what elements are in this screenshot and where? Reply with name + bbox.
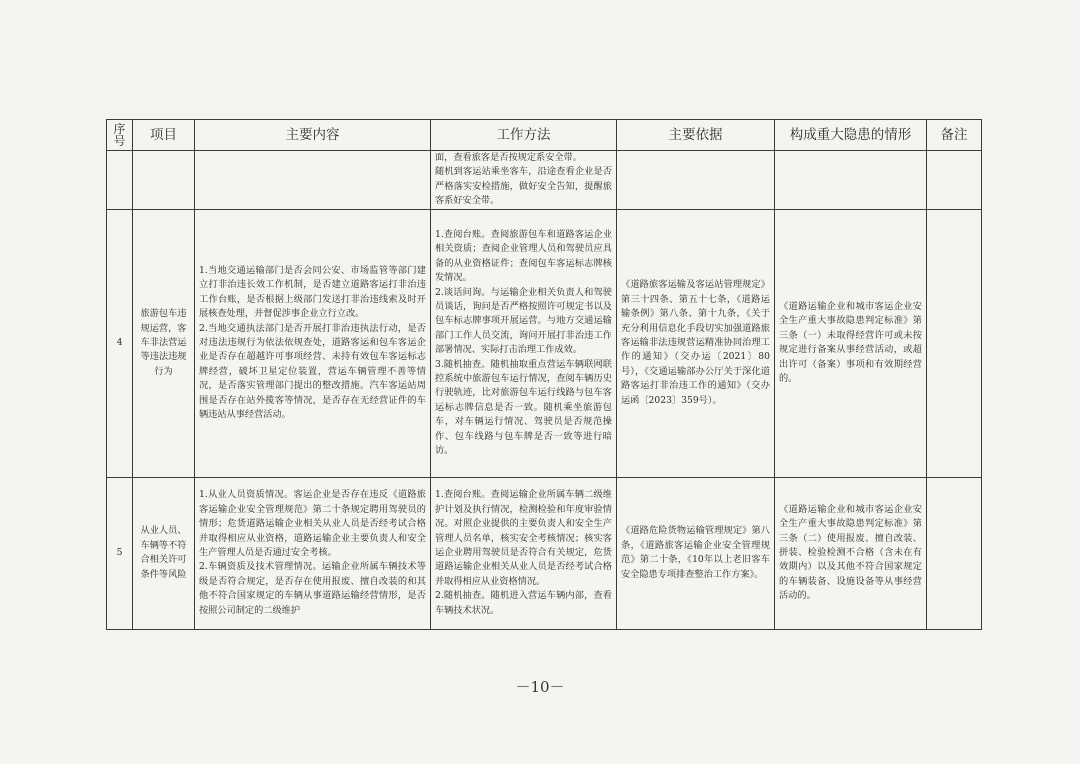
header-basis: 主要依据: [617, 120, 775, 151]
row-method: 1.查阅台账。查阅运输企业所属车辆二级维护计划及执行情况，检测检验和年度审验情况。对照企业提供的主要负责人和安全生产管理人员名单，核实安全考核情况；核实客运企业聘用驾驶员是否符合有关规定，危货道路运输企业相关从业人员是否经考试合格并取得相应从业资格情况。 2.随机抽查。随机进入营运车辆内部，查看车辆技术状况。: [431, 477, 617, 629]
row-method: 面，查看旅客是否按规定系安全带。 随机到客运站乘坐客车，沿途查看企业是否严格落实安检措施，做好安全告知，提醒旅客系好安全带。: [431, 151, 617, 210]
row-hazard: 《道路运输企业和城市客运企业安全生产重大事故隐患判定标准》第三条（二）使用报废、擅自改装、拼装、检验检测不合格（含未在有效期内）以及其他不符合国家规定的车辆装备、设施设备等从事经营活动的。: [775, 477, 927, 629]
header-method: 工作方法: [431, 120, 617, 151]
row-remark: [927, 477, 982, 629]
table-row: [107, 477, 982, 629]
table-row: [107, 209, 982, 477]
row-no: 5: [107, 477, 133, 629]
header-no: 序 号: [107, 120, 133, 151]
header-hazard: 构成重大隐患的情形: [775, 120, 927, 151]
row-remark: [927, 151, 982, 210]
header-content: 主要内容: [195, 120, 431, 151]
row-hazard: 《道路运输企业和城市客运企业安全生产重大事故隐患判定标准》第三条（一）未取得经营许可或未按规定进行备案从事经营活动，或超出许可（备案）事项和有效期经营的。: [775, 209, 927, 477]
header-item: 项目: [133, 120, 195, 151]
row-method: 1.查阅台账。查阅旅游包车和道路客运企业相关资质；查阅企业管理人员和驾驶员应具备的从业资格证件；查阅包车客运标志牌核发情况。 2.谈话问询。与运输企业相关负责人和驾驶员谈话，询问是否严格按照许可规定书以及包车标志牌事项开展运营。与地方交通运输部门工作人员交流，询问开展打非治违工作部署情况、实际打击治理工作成效。 3.随机抽查。随机抽取重点营运车辆联网联控系统中旅游包车运行情况，查阅车辆历史行驶轨迹，比对旅游包车运行线路与包车客运标志牌信息是否一致。随机乘坐旅游包车，对车辆运行情况、驾驶员是否规范操作、包车线路与包车牌是否一致等进行暗访。: [431, 209, 617, 477]
row-item: 从业人员、车辆等不符合相关许可条件等风险: [133, 477, 195, 629]
row-basis: 《道路旅客运输及客运站管理规定》第三十四条、第五十七条，《道路运输条例》第八条、第十九条，《关于充分利用信息化手段切实加强道路旅客运输非法违规营运精准协同治理工作的通知》（交办运〔2021〕80号），《交通运输部办公厅关于深化道路客运打非治违工作的通知》（交办运函〔2023〕359号）。: [617, 209, 775, 477]
page-number: －10－: [515, 678, 565, 696]
table-header-row: [107, 120, 982, 151]
row-item: 旅游包车违规运营，客车非法营运等违法违规行为: [133, 209, 195, 477]
inspection-table: [106, 119, 982, 630]
row-content: 1.从业人员资质情况。客运企业是否存在违反《道路旅客运输企业安全管理规范》第二十条规定聘用驾驶员的情形；危货道路运输企业相关从业人员是否经考试合格并取得相应从业资格，道路运输企业主要负责人和安全生产管理人员是否通过安全考核。 2.车辆资质及技术管理情况。运输企业所属车辆技术等级是否符合规定，是否存在使用报废、擅自改装的和其他不符合国家规定的车辆从事道路运输经营情形，是否按照公司制定的二级维护: [195, 477, 431, 629]
header-remark: 备注: [927, 120, 982, 151]
row-no: [107, 151, 133, 210]
row-content: [195, 151, 431, 210]
row-hazard: [775, 151, 927, 210]
row-remark: [927, 209, 982, 477]
row-basis: [617, 151, 775, 210]
table-row: [107, 151, 982, 210]
row-content: 1.当地交通运输部门是否会同公安、市场监管等部门建立打非治违长效工作机制，是否建立道路客运打非治违工作台账，是否根据上级部门发送打非治违线索及时开展核查处理，并督促涉事企业立行立改。 2.当地交通执法部门是否开展打非治违执法行动，是否对违法违规行为依法依规查处，道路客运和包车客运企业是否存在超越许可事项经营、未持有效包车客运标志牌经营，破坏卫星定位装置，营运车辆管理不善等情况，是否落实管理部门提出的整改措施。汽车客运站周围是否存在站外揽客等情况，是否存在无经营证件的车辆违站从事经营活动。: [195, 209, 431, 477]
row-basis: 《道路危险货物运输管理规定》第八条，《道路旅客运输企业安全管理规范》第二十条，《10年以上老旧客车安全隐患专项排查整治工作方案》。: [617, 477, 775, 629]
row-item: [133, 151, 195, 210]
row-no: 4: [107, 209, 133, 477]
